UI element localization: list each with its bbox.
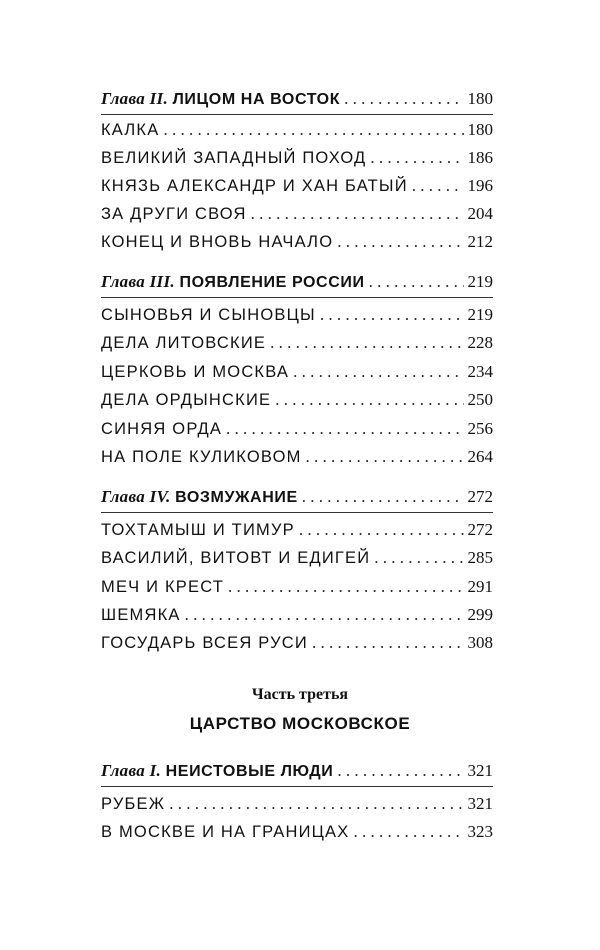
entry-title: ШЕМЯКА [101,606,181,624]
dot-leader [312,630,464,656]
entry-title: КАЛКА [101,121,160,139]
page-number: 321 [467,761,493,780]
dot-leader [306,444,464,470]
chapter-number: Глава II. [101,89,168,108]
page-number: 196 [467,176,493,195]
page-number: 204 [467,204,493,223]
dot-leader [270,330,463,356]
entry-title: ТОХТАМЫШ И ТИМУР [101,521,295,539]
toc-entry [101,173,493,199]
dot-leader [353,819,463,845]
part-title: ЦАРСТВО МОСКОВСКОЕ [189,714,411,733]
toc-entry [101,229,493,255]
dot-leader [337,229,463,255]
chapter-name: НЕИСТОВЫЕ ЛЮДИ [165,763,334,780]
toc-entry [101,416,493,442]
entry-title: ВАСИЛИЙ, ВИТОВТ И ЕДИГЕЙ [101,549,371,567]
entry-title: ДЕЛА ОРДЫНСКИЕ [101,391,272,409]
page-number: 264 [467,447,493,466]
page-number: 228 [467,333,493,352]
page-number: 272 [467,520,493,539]
section-divider [101,297,493,298]
page-number: 250 [467,390,493,409]
page-number: 272 [467,487,493,506]
dot-leader [299,517,464,543]
entry-title: ВЕЛИКИЙ ЗАПАДНЫЙ ПОХОД [101,149,367,167]
entry-title: ГОСУДАРЬ ВСЕЯ РУСИ [101,634,308,652]
dot-leader [293,359,463,385]
chapter-name: ЛИЦОМ НА ВОСТОК [172,91,341,108]
toc-entry [101,574,493,600]
toc-entry [101,545,493,571]
toc-chapter-4 [101,484,493,510]
page-number: 180 [467,120,493,139]
page-number: 323 [467,822,493,841]
entry-title: ЗА ДРУГИ СВОЯ [101,205,247,223]
dot-leader [275,387,463,413]
page-number: 291 [467,577,493,596]
section-divider [101,114,493,115]
entry-title: СИНЯЯ ОРДА [101,420,223,438]
dot-leader [302,484,464,510]
chapter-number: Глава I. [101,761,162,780]
dot-leader [369,269,464,295]
entry-title: КОНЕЦ И ВНОВЬ НАЧАЛО [101,233,334,251]
toc-entry [101,517,493,543]
section-divider [101,512,493,513]
chapter-title [101,758,333,785]
dot-leader [228,574,463,600]
toc-entry [101,201,493,227]
page-number: 299 [467,605,493,624]
dot-leader [251,201,464,227]
page-number: 308 [467,633,493,652]
chapter-name: ПОЯВЛЕНИЕ РОССИИ [179,274,365,291]
toc-entry [101,444,493,470]
dot-leader [412,173,464,199]
toc-chapter-1 [101,758,493,784]
page-number: 219 [467,272,493,291]
entry-title: ДЕЛА ЛИТОВСКИЕ [101,334,267,352]
chapter-number: Глава III. [101,272,175,291]
toc-entry [101,117,493,143]
toc-entry [101,359,493,385]
page-number: 234 [467,362,493,381]
chapter-title [101,484,298,511]
section-divider [101,786,493,787]
dot-leader [370,145,463,171]
part-label: Часть третья [251,686,349,703]
entry-title: НА ПОЛЕ КУЛИКОВОМ [101,448,302,466]
entry-title: ЦЕРКОВЬ И МОСКВА [101,363,290,381]
toc-entry [101,602,493,628]
dot-leader [169,791,463,817]
entry-title: В МОСКВЕ И НА ГРАНИЦАХ [101,823,350,841]
entry-title: СЫНОВЬЯ И СЫНОВЦЫ [101,306,316,324]
entry-title: КНЯЗЬ АЛЕКСАНДР И ХАН БАТЫЙ [101,177,408,195]
page-number: 219 [467,305,493,324]
toc-entry [101,819,493,845]
dot-leader [226,416,463,442]
toc-chapter-2 [101,86,493,112]
dot-leader [374,545,463,571]
toc-entry [101,330,493,356]
entry-title: МЕЧ И КРЕСТ [101,578,225,596]
dot-leader [163,117,463,143]
toc-chapter-3 [101,269,493,295]
entry-title: РУБЕЖ [101,795,166,813]
page-number: 285 [467,548,493,567]
toc-entry [101,630,493,656]
dot-leader [185,602,464,628]
page-number: 212 [467,232,493,251]
toc-entry [101,145,493,171]
page-number: 256 [467,419,493,438]
chapter-title [101,269,365,296]
toc-entry [101,302,493,328]
chapter-name: ВОЗМУЖАНИЕ [175,489,298,506]
page-number: 186 [467,148,493,167]
dot-leader [320,302,464,328]
toc-entry [101,791,493,817]
dot-leader [337,758,463,784]
chapter-number: Глава IV. [101,487,171,506]
toc-entry [101,387,493,413]
chapter-title [101,86,340,113]
page-number: 321 [467,794,493,813]
page-number: 180 [467,89,493,108]
dot-leader [344,86,463,112]
